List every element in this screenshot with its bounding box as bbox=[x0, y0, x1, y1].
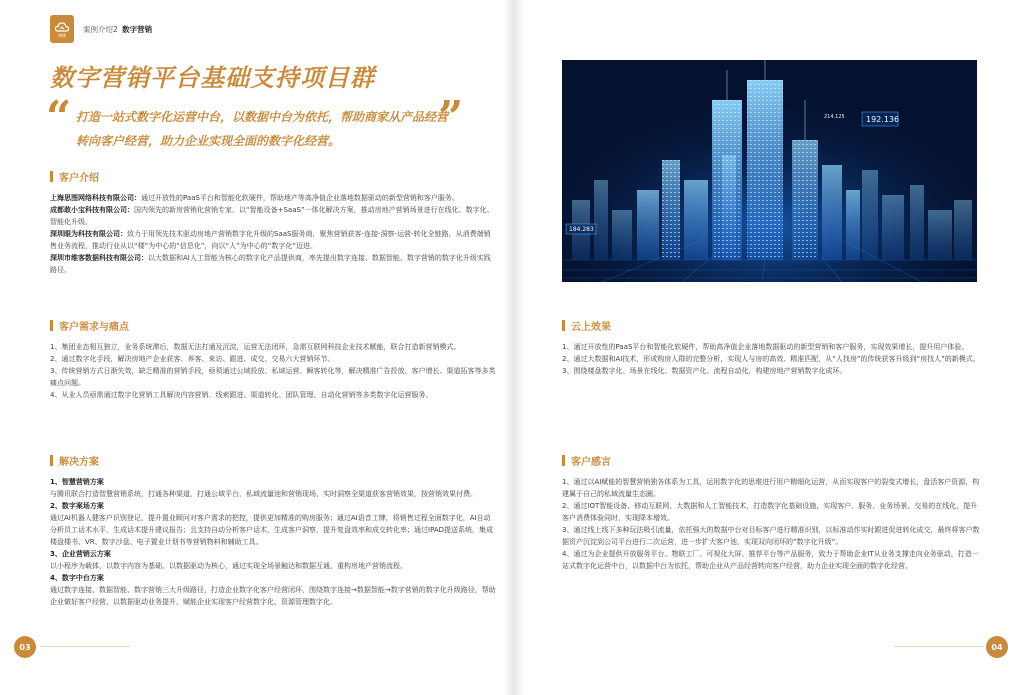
client-desc: 通过开放性的PaaS平台和智能化软硬件，帮助地产等高净值企业落地数据驱动的新型营销和客户服务。 bbox=[141, 194, 459, 202]
pain-item: 1、集团业态相互独立，业务系统滞后，数据无法打通及沉淀，运营无法闭环，急需互联网科技企业技术赋能，联合打造新营销模式。 bbox=[50, 343, 461, 351]
client-name: 上海思图网络科技有限公司： bbox=[50, 194, 141, 202]
image-label: 184.283 bbox=[569, 226, 594, 233]
client-desc: 国内领先的新房营销化营销专家，以“智能设备+SaaS”一体化解决方案，推动房地产营销场景进行在线化、数字化、智能化升级。 bbox=[50, 206, 494, 226]
brand-label: 博澳 bbox=[58, 32, 66, 38]
feedback-item: 4、通过为企业提供开放服务平台、物联工厂、可视化大屏、推荐平台等产品服务，致力于帮助企业IT从业务支撑走向业务驱动，打造一站式数字化运营中台，以数据中台为依托，帮助企业从产品经营转向客户经营，助力企业实现全面的数字化经营。 bbox=[562, 550, 979, 570]
pain-item: 4、从业人员亟需通过数字化营销工具解决内容营销、线索跟进、渠道转化、团队管理、自动化营销等多类数字化运营服务。 bbox=[50, 391, 433, 399]
client-item bbox=[50, 192, 496, 204]
client-item bbox=[50, 204, 496, 228]
section-pain-points bbox=[50, 318, 129, 333]
client-desc: 致力于用领先技术驱动房地产营销数字化升级的SaaS服务商，聚焦营销获客-连接-洞察-运营-转化全链路，从消费端销售业务流程，推动行业从以“楼”为中心的“信息化”，向以“人”为中心的“数字化”迈进。 bbox=[50, 230, 491, 250]
section-bar-icon bbox=[50, 320, 53, 331]
pain-points-text bbox=[50, 341, 496, 401]
solution-body: 通过AI机器人健客户识别登记，提升置业顾问对客户需求的把控，提供更加精准的购房服务；通过AI语音工牌，将销售过程全面数字化，AI自动分析员工话术水平，生成话术提升建议报告；且支持自动分析客户话术，生成客户洞察，提升复盘效率和成交转化率；通过IPAD提送系统，集成楼盘楼书、VR、数字沙盘、电子置业计划书等营销物料和辅助工具。 bbox=[50, 514, 494, 546]
section-heading: 客户介绍 bbox=[59, 173, 99, 184]
section-client-intro bbox=[50, 169, 99, 184]
cloud-results-text bbox=[562, 341, 982, 377]
client-item bbox=[50, 252, 496, 276]
hologram-city-illustration bbox=[562, 60, 977, 282]
page-number-right: 04 bbox=[986, 636, 1008, 658]
footer-divider bbox=[40, 646, 130, 647]
image-label: 192.136 bbox=[866, 115, 900, 124]
breadcrumb bbox=[83, 24, 152, 35]
feedback-item: 3、通过线上线下多种玩法吸引流量，依托强大的数据中台对目标客户进行精准识别，以标准动作实时跟进促进转化成交，最终将客户数据资产沉淀到公司平台进行二次运营，进一步扩大客户池，实现双向闭环的“数字化升级”。 bbox=[562, 526, 980, 546]
section-heading: 解决方案 bbox=[59, 457, 99, 468]
client-name: 成都敢小宝科技有限公司： bbox=[50, 206, 134, 214]
page-fold-shadow bbox=[504, 0, 524, 695]
cloud-icon bbox=[55, 21, 69, 33]
solution-body: 以小程序为载体，以数字内容为基础，以数据驱动为核心，通过实现全场景触达和数据互通，重构房地产营销流程。 bbox=[50, 562, 407, 570]
result-item: 1、通过开放性的PaaS平台和智能化软硬件，帮助高净值企业落地数据驱动的新型营销和客户服务，实现效果增长，提升用户体验。 bbox=[562, 343, 969, 351]
pain-item: 3、传统营销方式日渐失效，缺乏精准的营销手段，亟须通过公域投放、私域运营、瞬客转化等，解决精准广告投放、客户增长、渠道拓客等多类痛点问题。 bbox=[50, 367, 496, 387]
section-cloud-results bbox=[562, 318, 611, 333]
image-label: 214.125 bbox=[824, 114, 845, 120]
breadcrumb-current: 数字营销 bbox=[122, 25, 153, 34]
quote-line-2: 转向客户经营，助力企业实现全面的数字化经营。 bbox=[76, 134, 341, 148]
section-bar-icon bbox=[50, 455, 53, 466]
page-title: 数字营销平台基础支持项目群 bbox=[50, 64, 375, 92]
page-number-left: 03 bbox=[14, 636, 36, 658]
client-item bbox=[50, 228, 496, 252]
client-name: 深圳市维客数据科技有限公司： bbox=[50, 254, 148, 262]
digital-city-image bbox=[562, 60, 977, 282]
section-bar-icon bbox=[562, 320, 565, 331]
pain-item: 2、通过数字化手段，解决房地产企业获客、养客、来访、跟进、成交、交易六大营销环节。 bbox=[50, 355, 335, 363]
result-item: 2、通过大数据和AI技术，形成购房人群的完整分析，实现人与房的高效、精准匹配，从“人找房”的传统获客升级到“房找人”的新模式。 bbox=[562, 355, 980, 363]
solution-text bbox=[50, 476, 496, 608]
section-heading: 客户感言 bbox=[571, 457, 611, 468]
result-item: 3、围绕楼盘数字化、场景在线化、数据资产化、流程自动化，构建房地产营销数字化成环。 bbox=[562, 367, 847, 375]
client-intro-text bbox=[50, 192, 496, 276]
feedback-item: 2、通过IOT智能设备、移动互联网、大数据和人工智能技术，打造数字化基础设施，实现客户、服务、业务场景、交易的在线化，提升客户消费体验同时，实现降本增效。 bbox=[562, 502, 978, 522]
quote-line-1: 打造一站式数字化运营中台，以数据中台为依托，帮助商家从产品经营 bbox=[76, 110, 449, 124]
section-heading: 云上效果 bbox=[571, 322, 611, 333]
solution-title: 2、数字案场方案 bbox=[50, 502, 104, 510]
breadcrumb-prefix: 案例介绍2 bbox=[83, 25, 118, 34]
solution-title: 1、智慧营销方案 bbox=[50, 478, 104, 486]
brand-logo bbox=[50, 15, 74, 43]
solution-title: 3、企业营销云方案 bbox=[50, 550, 111, 558]
close-quote-icon: ” bbox=[438, 92, 464, 143]
solution-body: 与腾讯联合打造智慧营销系统，打通各种渠道，打通公域平台，私域流量池和营销现场，实时洞察全渠道获客营销效果，按营销效果付费。 bbox=[50, 490, 477, 498]
client-desc: 以大数据和AI人工智能为核心的数字化产品提供商，率先提出数字连接、数据智能、数字营销的数字化升级实践路径。 bbox=[50, 254, 491, 274]
feedback-text bbox=[562, 476, 982, 572]
section-solution bbox=[50, 453, 99, 468]
section-bar-icon bbox=[562, 455, 565, 466]
client-name: 深圳眼为科技有限公司： bbox=[50, 230, 127, 238]
solution-body: 通过数字连接、数据智能、数字营销三大升级路径，打造企业数字化客户经营闭环，围绕数字连接→数据智能→数字营销的数字化升级路径，帮助企业做好客户经营，以数据驱动业务提升，赋能企业实现客户经营数字化，资源管理数字化。 bbox=[50, 586, 496, 606]
open-quote-icon: “ bbox=[46, 92, 72, 143]
solution-title: 4、数字中台方案 bbox=[50, 574, 104, 582]
footer-divider bbox=[894, 646, 984, 647]
section-bar-icon bbox=[50, 171, 53, 182]
section-feedback bbox=[562, 453, 611, 468]
section-heading: 客户需求与痛点 bbox=[59, 322, 129, 333]
feedback-item: 1、通过以AI赋能的智慧营销独各体系为工具，运用数字化的思维进行用户精细化运营，从而实现客户的裂变式增长，盘活客户资源，构建属于自己的私域流量生态圈。 bbox=[562, 478, 980, 498]
